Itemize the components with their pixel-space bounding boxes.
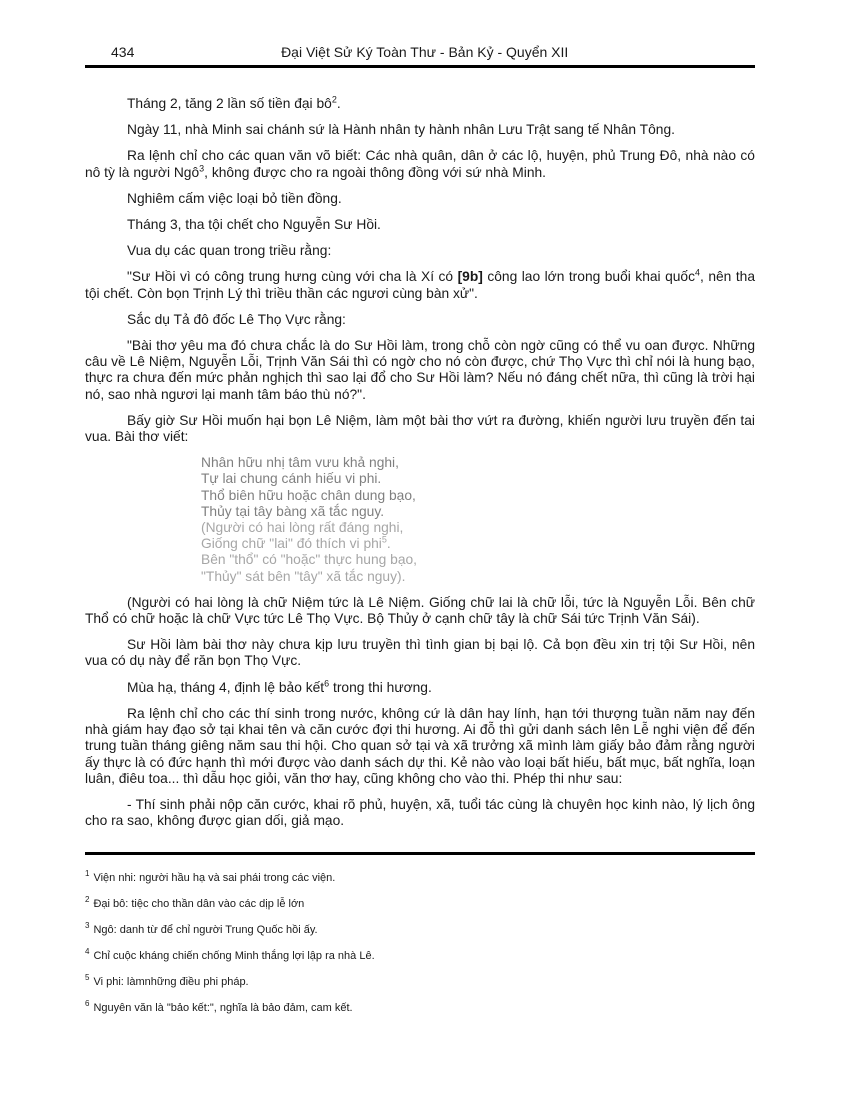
paragraph bbox=[85, 312, 755, 328]
poem-line bbox=[201, 552, 755, 568]
text-run: công lao lớn trong buổi khai quốc bbox=[482, 269, 696, 285]
footnote-ref: 4 bbox=[695, 267, 701, 278]
poem-line bbox=[201, 569, 755, 585]
poem-line bbox=[201, 504, 755, 520]
paragraph bbox=[85, 680, 755, 696]
footnote-text: Viện nhi: người hầu hạ và sai phái trong các viện. bbox=[93, 872, 336, 884]
footnote-marker: 2 bbox=[85, 895, 90, 905]
text-run: , không được cho ra ngoài thông đồng với sứ nhà Minh. bbox=[204, 164, 547, 180]
text-run: , nên tha tội chết. Còn bọn Trịnh Lý thì triều thần các ngươi cùng bàn xử". bbox=[85, 269, 755, 301]
paragraph bbox=[85, 595, 755, 627]
text-run: Thủy tại tây bàng xã tắc nguy. bbox=[201, 503, 385, 519]
footnote-marker: 1 bbox=[85, 869, 90, 879]
text-run: Sắc dụ Tả đô đốc Lê Thọ Vực rằng: bbox=[127, 311, 346, 327]
page-header bbox=[85, 44, 755, 68]
footnote-marker: 3 bbox=[85, 921, 90, 931]
text-run: Nghiêm cấm việc loại bỏ tiền đồng. bbox=[127, 190, 342, 206]
paragraph bbox=[85, 338, 755, 403]
footnote bbox=[85, 973, 755, 989]
poem-block bbox=[201, 455, 755, 585]
text-run: Tự lai chung cánh hiếu vi phi. bbox=[201, 471, 382, 487]
text-run: Ra lệnh chỉ cho các quan văn võ biết: Các nhà quân, dân ở các lộ, huyện, phủ Trung Đô, nhà nào có nô tỳ là người Ngô bbox=[85, 148, 755, 180]
text-run: Tháng 2, tăng 2 lần số tiền đại bô bbox=[127, 96, 332, 111]
poem-line bbox=[201, 520, 755, 536]
paragraph bbox=[85, 148, 755, 180]
text-run: Thổ biên hữu hoặc chân dung bạo, bbox=[201, 487, 416, 503]
text-run: . bbox=[336, 96, 341, 111]
footnotes-section bbox=[85, 852, 755, 1028]
footnote-text: Chỉ cuộc kháng chiến chống Minh thắng lợi lập ra nhà Lê. bbox=[93, 950, 375, 962]
footnote bbox=[85, 895, 755, 911]
paragraph bbox=[85, 217, 755, 233]
poem-line bbox=[201, 455, 755, 471]
text-run: Ngày 11, nhà Minh sai chánh sứ là Hành nhân ty hành nhân Lưu Trật sang tế Nhân Tông. bbox=[127, 122, 675, 138]
footnote bbox=[85, 947, 755, 963]
paragraph bbox=[85, 637, 755, 669]
paragraph bbox=[85, 797, 755, 829]
text-run: Nhân hữu nhị tâm vưu khả nghi, bbox=[201, 455, 399, 471]
paragraph bbox=[85, 122, 755, 138]
text-run: Giống chữ "lai" đó thích vi phi bbox=[201, 536, 382, 552]
paragraph bbox=[85, 269, 755, 301]
paragraph bbox=[85, 706, 755, 787]
poem-line bbox=[201, 488, 755, 504]
document-body bbox=[85, 86, 755, 839]
text-run: Tháng 3, tha tội chết cho Nguyễn Sư Hồi. bbox=[127, 217, 381, 233]
footnote-marker: 5 bbox=[85, 973, 90, 983]
footnote-marker: 6 bbox=[85, 999, 90, 1009]
paragraph bbox=[85, 413, 755, 445]
footnote bbox=[85, 999, 755, 1015]
text-run: Mùa hạ, tháng 4, định lệ bảo kết bbox=[127, 679, 325, 695]
text-run: (Người có hai lòng rất đáng nghi, bbox=[201, 520, 404, 536]
text-run: trong thi hương. bbox=[329, 679, 432, 695]
text-run: Bấy giờ Sư Hồi muốn hại bọn Lê Niệm, làm một bài thơ vứt ra đường, khiến người lưu truyền đến tai vua. Bài thơ viết: bbox=[85, 412, 755, 445]
footnote bbox=[85, 921, 755, 937]
footnote-text: Vi phi: làmnhững điều phi pháp. bbox=[93, 976, 249, 988]
poem-line bbox=[201, 536, 755, 552]
text-run: - Thí sinh phải nộp căn cước, khai rõ phủ, huyện, xã, tuổi tác cùng là chuyên học kinh nào, lý lịch ông cho ra sao, không được gian dối, giả mạo. bbox=[85, 796, 755, 829]
paragraph bbox=[85, 243, 755, 259]
text-run: Bên "thổ" có "hoặc" thực hung bạo, bbox=[201, 552, 417, 568]
text-run: Vua dụ các quan trong triều rằng: bbox=[127, 243, 332, 259]
page-number: 434 bbox=[111, 44, 135, 60]
text-run: "Bài thơ yêu ma đó chưa chắc là do Sư Hồi làm, trong chỗ còn ngờ cũng có thể vu oan được. Những câu về Lê Niệm, Nguyễn Lỗi, Trịnh Văn Sái thì có ngờ cho nó còn được, chứ Thọ Vực thì chỉ nói là hung bạo, thực ra chưa đến mức phản nghịch thì sao lại đổ cho Sư Hồi làm? Nếu nó đáng chết nữa, thì cũng là trời hại nó, sao nhà ngươi lại manh tâm báo thù nó?". bbox=[85, 338, 755, 402]
footnote-text: Đại bô: tiệc cho thần dân vào các dịp lễ lớn bbox=[93, 898, 305, 910]
folio-marker: [9b] bbox=[457, 269, 483, 285]
text-run: Ra lệnh chỉ cho các thí sinh trong nước, không cứ là dân hay lính, hạn tới thượng tuần năm nay đến nhà giám hay đạo sở tại khai tên và căn cước đợi thi hương. Ai đỗ thì gửi danh sách lên Lễ nghi viện để đến trung tuần tháng giêng năm sau thi hội. Cho quan sở tại và xã trưởng xã mình làm giấy bảo đảm rằng người ấy thực là có đức hạnh thì mới được vào danh sách dự thi. Kẻ nào vào loại bất hiếu, bất mục, bất nghĩa, loạn luân, điêu toa... thì dẫu học giỏi, văn thơ hay, cũng không cho vào thi. Phép thi như sau: bbox=[85, 705, 755, 786]
text-run: (Người có hai lòng là chữ Niệm tức là Lê Niệm. Giống chữ lai là chữ lỗi, tức là Nguyễn Lỗi. Bên chữ Thổ có chữ hoặc là chữ Vực tức Lê Thọ Vực. Bộ Thủy ở cạnh chữ tây là chữ Sái tức Trịnh Văn Sái). bbox=[85, 594, 755, 627]
footnote-ref: 5 bbox=[381, 534, 387, 545]
footnote-marker: 4 bbox=[85, 947, 90, 957]
footnote-ref: 2 bbox=[331, 94, 337, 105]
footnote-text: Nguyên văn là "bảo kết:", nghĩa là bảo đảm, cam kết. bbox=[93, 1002, 353, 1014]
footnote-ref: 3 bbox=[199, 163, 205, 174]
text-run: "Sư Hồi vì có công trung hưng cùng với cha là Xí có bbox=[127, 269, 458, 285]
footnote-ref: 6 bbox=[324, 678, 330, 689]
text-run: . bbox=[386, 536, 391, 552]
text-run: "Thủy" sát bên "tây" xã tắc nguy). bbox=[201, 568, 406, 584]
paragraph bbox=[85, 96, 755, 112]
text-run: Sư Hồi làm bài thơ này chưa kịp lưu truyền thì tình gian bị bại lộ. Cả bọn đều xin trị tội Sư Hồi, nên vua có dụ này để răn bọn Thọ Vực. bbox=[85, 637, 755, 669]
page-title: Đại Việt Sử Ký Toàn Thư - Bản Kỷ - Quyển XII bbox=[281, 44, 569, 60]
footnote bbox=[85, 869, 755, 885]
paragraph bbox=[85, 191, 755, 207]
poem-line bbox=[201, 471, 755, 487]
footnote-text: Ngô: danh từ để chỉ người Trung Quốc hồi ấy. bbox=[93, 924, 318, 936]
